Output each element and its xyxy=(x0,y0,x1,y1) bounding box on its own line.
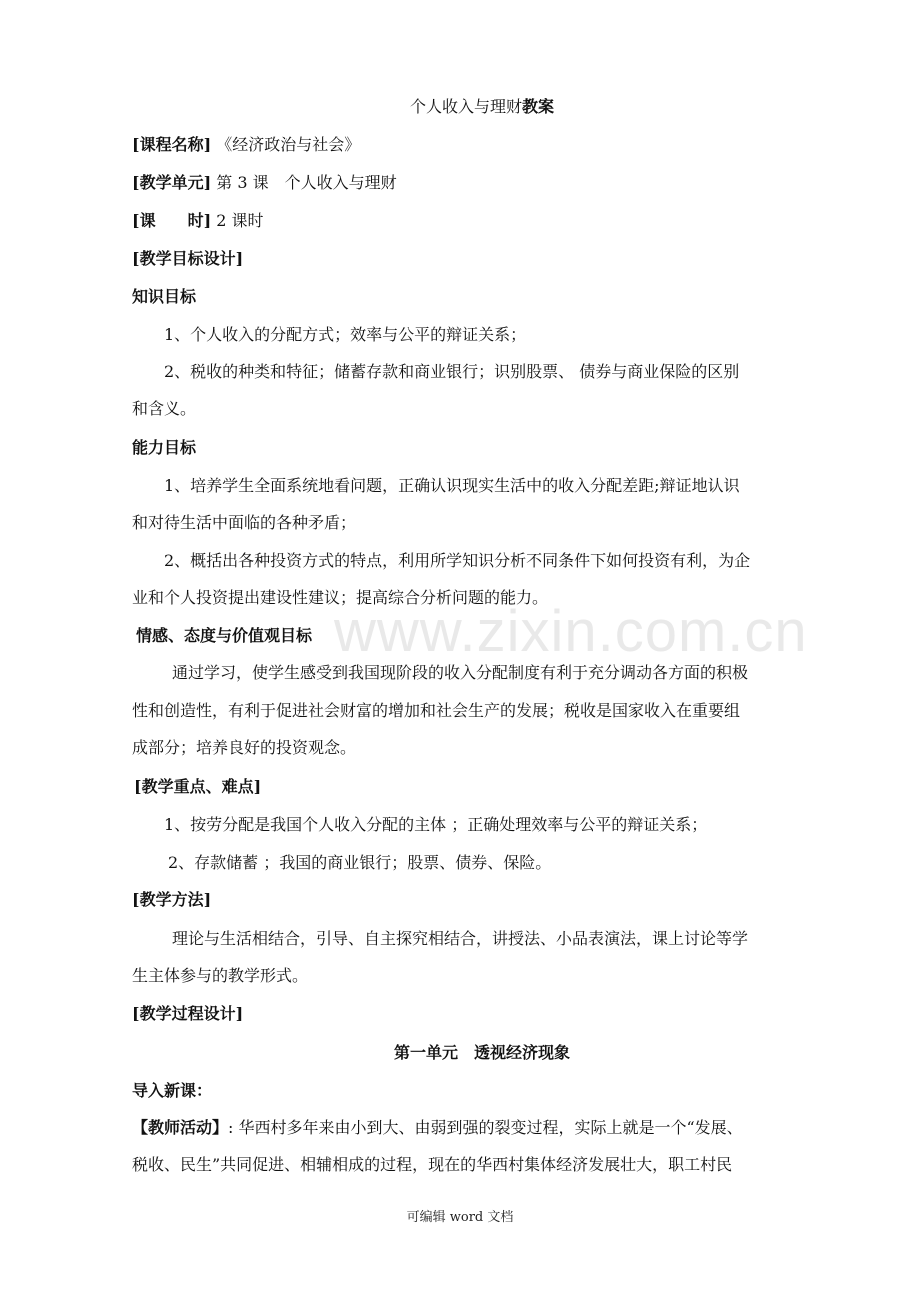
knowledge-item-1: 1、个人收入的分配方式；效率与公平的辩证关系； xyxy=(164,325,527,344)
intro-header: 导入新课： xyxy=(132,1081,213,1100)
keypoints-header: [教学重点、难点] xyxy=(134,777,262,796)
process-header: [教学过程设计] xyxy=(132,1004,244,1023)
ability-item-2: 2、概括出各种投资方式的特点，利用所学知识分析不同条件下如何投资有利，为企 xyxy=(164,551,751,570)
hours-value: 2 课时 xyxy=(216,211,264,230)
keypoint-2: 2、存款储蓄 ；我国的商业银行；股票、债券、保险。 xyxy=(168,853,552,872)
hours-label: [课 时] xyxy=(132,211,212,230)
doc-title-bold: 教案 xyxy=(522,97,555,116)
method-line-2: 生主体参与的教学形式。 xyxy=(132,966,309,985)
method-header: [教学方法] xyxy=(132,890,212,909)
doc-title xyxy=(132,96,832,118)
unit-label: [教学单元] xyxy=(132,173,212,192)
hours-row xyxy=(132,210,832,232)
course-label: [课程名称] xyxy=(132,135,212,154)
emotion-header: 情感、态度与价值观目标 xyxy=(136,626,313,645)
ability-header: 能力目标 xyxy=(132,438,197,457)
teacher-activity-line-2: 税收、民生”共同促进、相辅相成的过程，现在的华西村集体经济发展壮大，职工村民 xyxy=(132,1155,733,1174)
knowledge-item-2: 2、税收的种类和特征；储蓄存款和商业银行；识别股票、 债券与商业保险的区别 xyxy=(164,362,740,381)
unit1-title: 第一单元 透视经济现象 xyxy=(393,1043,570,1062)
ability-item-1: 1、培养学生全面系统地看问题，正确认识现实生活中的收入分配差距;辩证地认识 xyxy=(164,476,740,495)
goals-header: [教学目标设计] xyxy=(132,249,244,268)
keypoint-1: 1、按劳分配是我国个人收入分配的主体 ；正确处理效率与公平的辩证关系； xyxy=(164,815,708,834)
knowledge-header: 知识目标 xyxy=(132,287,197,306)
method-line-1: 理论与生活相结合，引导、自主探究相结合，讲授法、小品表演法，课上讨论等学 xyxy=(172,929,749,948)
page-footer: 可编辑 word 文档 xyxy=(406,1210,514,1225)
unit-row xyxy=(132,172,832,194)
teacher-activity-text: : 华西村多年来由小到大、由弱到强的裂变过程，实际上就是一个“发展、 xyxy=(228,1118,743,1137)
knowledge-item-2-cont: 和含义。 xyxy=(132,399,197,418)
course-row xyxy=(132,134,832,156)
emotion-para-line-2: 性和创造性，有利于促进社会财富的增加和社会生产的发展；税收是国家收入在重要组 xyxy=(132,701,741,720)
ability-item-1-cont: 和对待生活中面临的各种矛盾； xyxy=(132,513,357,532)
course-value: 《经济政治与社会》 xyxy=(216,135,361,154)
emotion-para-line-1: 通过学习，使学生感受到我国现阶段的收入分配制度有利于充分调动各方面的积极 xyxy=(172,663,749,682)
unit-value: 第 3 课 个人收入与理财 xyxy=(216,173,397,192)
doc-title-main: 个人收入与理财 xyxy=(409,97,522,116)
watermark: www.zixin.com.cn xyxy=(334,599,808,664)
teacher-activity-label: 【教师活动】 xyxy=(132,1118,229,1137)
emotion-para-line-3: 成部分；培养良好的投资观念。 xyxy=(132,738,357,757)
ability-item-2-cont: 业和个人投资提出建设性建议；提高综合分析问题的能力。 xyxy=(132,588,549,607)
teacher-activity-line-1 xyxy=(132,1117,832,1139)
